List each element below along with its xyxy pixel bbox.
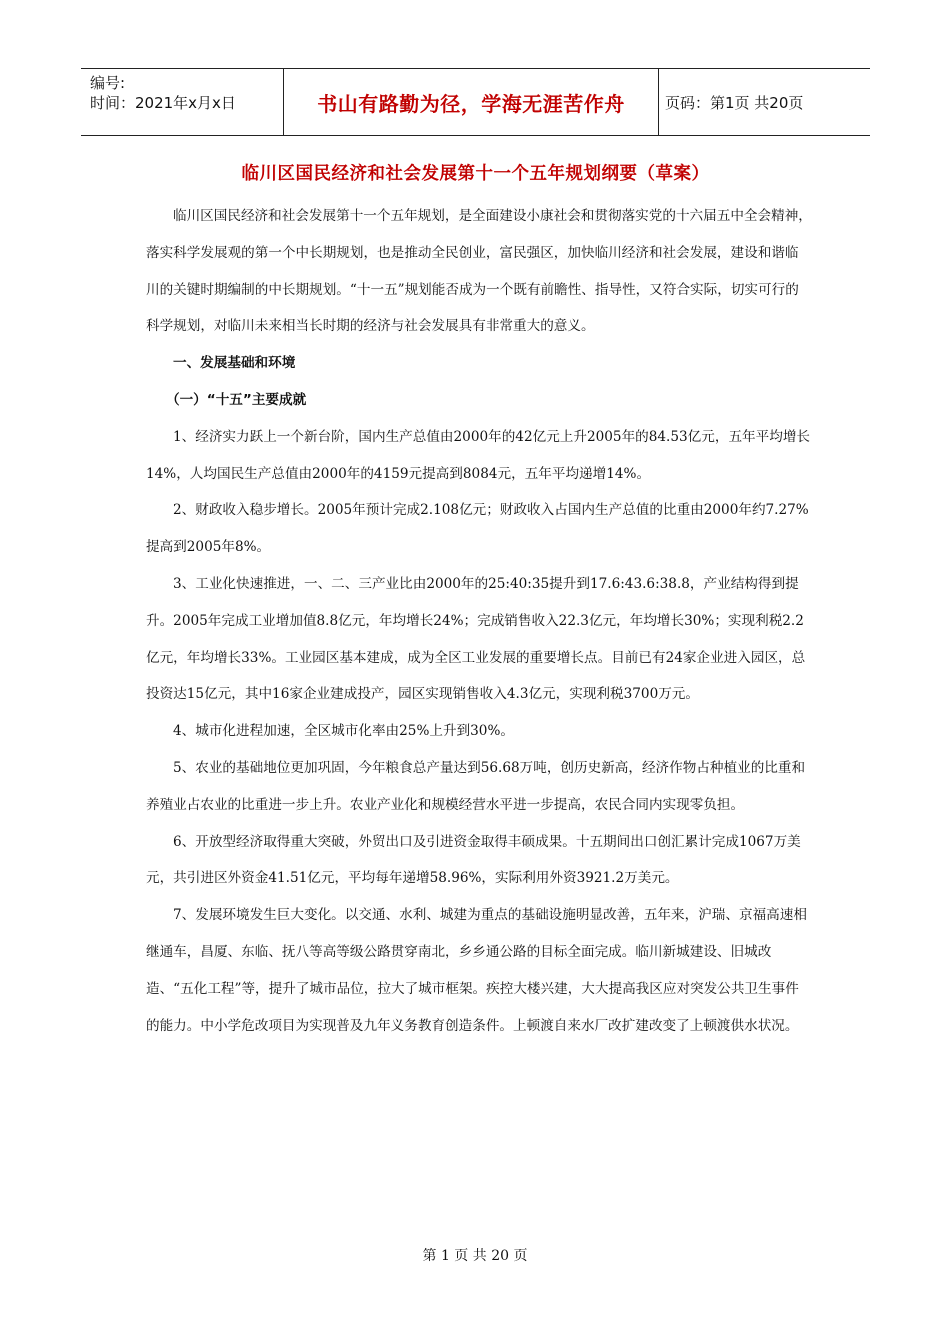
list-item: 1、经济实力跃上一个新台阶，国内生产总值由2000年的42亿元上升2005年的84.53亿元，五年平均增长14%，人均国民生产总值由2000年的4159元提高到8084元，五年平均递增14%。 <box>146 428 811 482</box>
header-motto: 书山有路勤为径，学海无涯苦作舟 <box>283 69 659 135</box>
document-body <box>146 198 812 1044</box>
list-item: 4、城市化进程加速，全区城市化率由25%上升到30%。 <box>173 723 514 740</box>
list-item: 2、财政收入稳步增长。2005年预计完成2.108亿元；财政收入占国内生产总值的比重由2000年约7.27%提高到2005年8%。 <box>146 502 809 556</box>
time-label: 时间：2021年x月x日 <box>90 94 236 112</box>
list-item: 7、发展环境发生巨大变化。以交通、水利、城建为重点的基础设施明显改善，五年来，沪瑞、京福高速相继通车，昌厦、东临、抚八等高等级公路贯穿南北，乡乡通公路的目标全面完成。临川新城建设、旧城改造、“五化工程”等，提升了城市品位，拉大了城市框架。疾控大楼兴建，大大提高我区应对突发公共卫生事件的能力。中小学危改项目为实现普及九年义务教育创造条件。上顿渡自来水厂改扩建改变了上顿渡供水状况。 <box>146 907 807 1034</box>
number-label: 编号: <box>90 74 126 92</box>
subsection-heading: （一）“十五”主要成就 <box>166 391 307 408</box>
document-title: 临川区国民经济和社会发展第十一个五年规划纲要（草案） <box>241 164 710 184</box>
section-heading: 一、发展基础和环境 <box>173 355 296 372</box>
list-item: 3、工业化快速推进，一、二、三产业比由2000年的25:40:35提升到17.6:43.6:38.8，产业结构得到提升。2005年完成工业增加值8.8亿元，年均增长24%；完成销售收入22.3亿元，年均增长30%；实现利税2.2亿元，年均增长33%。工业园区基本建成，成为全区工业发展的重要增长点。目前已有24家企业进入园区，总投资达15亿元，其中16家企业建成投产，园区实现销售收入4.3亿元，实现利税3700万元。 <box>146 575 806 703</box>
list-item: 6、开放型经济取得重大突破，外贸出口及引进资金取得丰硕成果。十五期间出口创汇累计完成1067万美元，共引进区外资金41.51亿元，平均每年递增58.96%，实际利用外资3921.2万美元。 <box>146 833 801 887</box>
list-item: 5、农业的基础地位更加巩固，今年粮食总产量达到56.68万吨，创历史新高，经济作物占种植业的比重和养殖业占农业的比重进一步上升。农业产业化和规模经营水平进一步提高，农民合同内实现零负担。 <box>146 759 806 813</box>
header-table <box>81 68 870 136</box>
header-page-info: 页码：第1页 共20页 <box>665 93 804 112</box>
page-footer: 第 1 页 共 20 页 <box>422 1248 528 1264</box>
intro-paragraph: 临川区国民经济和社会发展第十一个五年规划，是全面建设小康社会和贯彻落实党的十六届五中全会精神，落实科学发展观的第一个中长期规划，也是推动全民创业，富民强区，加快临川经济和社会发展，建设和谐临川的关键时期编制的中长期规划。“十一五”规划能否成为一个既有前瞻性、指导性，又符合实际，切实可行的科学规划，对临川未来相当长时期的经济与社会发展具有非常重大的意义。 <box>146 208 812 335</box>
header-meta <box>81 69 283 135</box>
